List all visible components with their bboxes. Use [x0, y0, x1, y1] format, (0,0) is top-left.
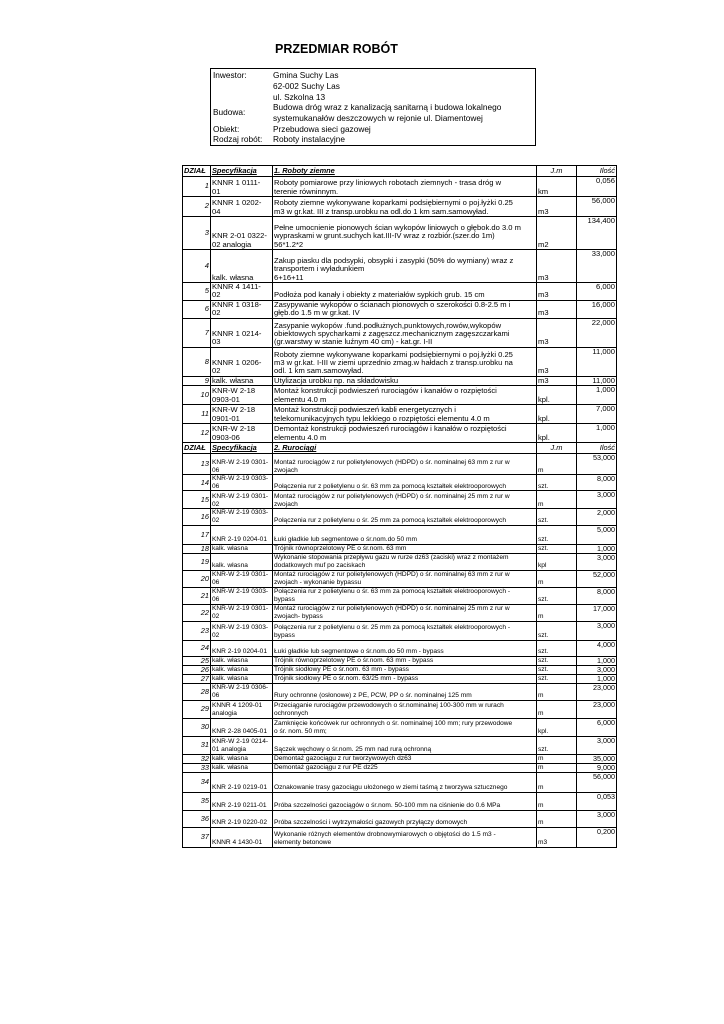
- unit-cell: m3: [537, 283, 577, 301]
- budowa-label: Budowa:: [213, 107, 246, 117]
- description-cell: Demontaż konstrukcji podwieszeń rurociągów i kanałów o rozpiętości elementu 4.0 m: [273, 424, 537, 443]
- qty-header: Ilość: [577, 166, 617, 177]
- spec-header: Specyfikacja: [211, 166, 273, 177]
- spec-header: Specyfikacja: [211, 443, 273, 454]
- table-row: [183, 640, 617, 656]
- unit-cell: m: [537, 772, 577, 792]
- quantity-cell: 1,000: [577, 656, 617, 665]
- quantity-cell: 3,000: [577, 736, 617, 754]
- unit-cell: m: [537, 763, 577, 772]
- spec-cell: KNR-W 2-19 0301- 02: [211, 491, 273, 509]
- quantity-cell: 53,000: [577, 454, 617, 475]
- description-cell: Wykonanie różnych elementów drobnowymiarowych o objętości do 1.5 m3 - elementy betonowe: [273, 827, 537, 847]
- unit-cell: szt.: [537, 674, 577, 683]
- spec-cell: kalk. własna: [211, 763, 273, 772]
- spec-cell: KNR-W 2-19 0303- 02: [211, 509, 273, 525]
- table-row: [183, 424, 617, 443]
- item-number: 23: [183, 621, 211, 640]
- spec-cell: kalk. własna: [211, 754, 273, 763]
- description-cell: Zakup piasku dla podsypki, obsypki i zasypki (50% do wymiany) wraz z transportem i wyładunkiem 6+16+11: [273, 250, 537, 283]
- unit-cell: szt.: [537, 665, 577, 674]
- table-row: [183, 683, 617, 700]
- unit-cell: szt.: [537, 509, 577, 525]
- spec-cell: KNR 2-19 0211-01: [211, 792, 273, 810]
- spec-cell: KNNR 1 0318- 02: [211, 300, 273, 318]
- item-number: 14: [183, 475, 211, 491]
- spec-cell: KNR-W 2-19 0303- 06: [211, 587, 273, 604]
- spec-cell: kalk. własna: [211, 656, 273, 665]
- item-number: 36: [183, 810, 211, 827]
- table-row: [183, 553, 617, 570]
- quantity-cell: 56,000: [577, 197, 617, 217]
- item-number: 19: [183, 553, 211, 570]
- spec-cell: KNR 2-01 0322- 02 analogia: [211, 217, 273, 250]
- item-number: 17: [183, 525, 211, 544]
- unit-cell: m: [537, 792, 577, 810]
- table-row: [183, 250, 617, 283]
- spec-cell: KNR-W 2-18 0903-06: [211, 424, 273, 443]
- table-row: [183, 736, 617, 754]
- unit-cell: m: [537, 491, 577, 509]
- description-cell: Demontaż gazociągu z rur tworzywowych dz63: [273, 754, 537, 763]
- table-row: [183, 718, 617, 736]
- item-number: 22: [183, 604, 211, 621]
- spec-cell: kalk. własna: [211, 376, 273, 385]
- quantity-cell: 23,000: [577, 700, 617, 718]
- unit-cell: szt.: [537, 475, 577, 491]
- spec-cell: KNNR 1 0214- 03: [211, 318, 273, 347]
- table-row: [183, 475, 617, 491]
- description-cell: Wykonanie stopowania przepływu gazu w rurze dz63 (zaciski) wraz z montażem dodatkowych muf po zaciskach: [273, 553, 537, 570]
- description-cell: Trójnik równoprzelotowy PE o śr.nom. 63 mm - bypass: [273, 656, 537, 665]
- inwestor-label: Inwestor:: [213, 70, 247, 80]
- unit-cell: kpl.: [537, 424, 577, 443]
- quantity-cell: 1,000: [577, 674, 617, 683]
- quantity-cell: 1,000: [577, 424, 617, 443]
- description-cell: Zasypywanie wykopów o ścianach pionowych o szerokości 0.8-2.5 m i głęb.do 1.5 m w gr.kat. IV: [273, 300, 537, 318]
- unit-cell: szt.: [537, 736, 577, 754]
- unit-cell: m: [537, 570, 577, 587]
- table-row: [183, 810, 617, 827]
- unit-cell: kpl.: [537, 386, 577, 405]
- description-cell: Połączenia rur z polietylenu o śr. 25 mm za pomocą kształtek elektrooporowych: [273, 509, 537, 525]
- quantity-cell: 52,000: [577, 570, 617, 587]
- description-cell: Montaż konstrukcji podwieszeń rurociągów i kanałów o rozpiętości elementu 4.0 m: [273, 386, 537, 405]
- obiekt-label: Obiekt:: [213, 124, 240, 134]
- description-cell: Roboty pomiarowe przy liniowych robotach ziemnych - trasa dróg w terenie równinnym.: [273, 177, 537, 197]
- item-number: 24: [183, 640, 211, 656]
- table-row: [183, 197, 617, 217]
- quantity-cell: 4,000: [577, 640, 617, 656]
- spec-cell: kalk. własna: [211, 674, 273, 683]
- item-number: 34: [183, 772, 211, 792]
- item-number: 31: [183, 736, 211, 754]
- table-row: [183, 283, 617, 301]
- inwestor-line-3: ul. Szkolna 13: [273, 92, 326, 102]
- table-row: [183, 754, 617, 763]
- item-number: 30: [183, 718, 211, 736]
- table-row: [183, 544, 617, 553]
- spec-cell: KNR-W 2-19 0303- 02: [211, 621, 273, 640]
- spec-cell: KNR-W 2-19 0301- 06: [211, 570, 273, 587]
- unit-cell: m3: [537, 376, 577, 385]
- spec-cell: KNNR 4 1430-01: [211, 827, 273, 847]
- table-row: [183, 621, 617, 640]
- unit-cell: m3: [537, 318, 577, 347]
- spec-cell: KNR 2-19 0204-01: [211, 640, 273, 656]
- unit-cell: m: [537, 604, 577, 621]
- item-number: 3: [183, 217, 211, 250]
- description-cell: Montaż rurociągów z rur polietylenowych (HDPD) o śr. nominalnej 63 mm z rur w zwojach: [273, 454, 537, 475]
- item-number: 4: [183, 250, 211, 283]
- item-number: 18: [183, 544, 211, 553]
- quantity-cell: 134,400: [577, 217, 617, 250]
- table-row: [183, 827, 617, 847]
- quantity-cell: 11,000: [577, 376, 617, 385]
- unit-cell: szt.: [537, 525, 577, 544]
- section-2-header: [183, 443, 617, 454]
- spec-cell: KNNR 1 0206- 02: [211, 347, 273, 376]
- table-row: [183, 656, 617, 665]
- unit-cell: m: [537, 754, 577, 763]
- unit-cell: szt.: [537, 621, 577, 640]
- table-row: [183, 763, 617, 772]
- table-row: [183, 217, 617, 250]
- spec-cell: KNNR 1 0111- 01: [211, 177, 273, 197]
- section-2-title: 2. Rurociągi: [273, 443, 537, 454]
- table-row: [183, 454, 617, 475]
- spec-cell: KNR-W 2-18 0901-01: [211, 405, 273, 424]
- spec-cell: KNR-W 2-19 0303- 06: [211, 475, 273, 491]
- item-number: 6: [183, 300, 211, 318]
- unit-cell: m3: [537, 347, 577, 376]
- table-row: [183, 772, 617, 792]
- spec-cell: KNR-W 2-19 0301- 02: [211, 604, 273, 621]
- quantity-cell: 23,000: [577, 683, 617, 700]
- spec-cell: kalk. własna: [211, 665, 273, 674]
- project-info-box: [210, 68, 536, 146]
- table-row: [183, 792, 617, 810]
- unit-cell: m3: [537, 827, 577, 847]
- item-number: 1: [183, 177, 211, 197]
- table-row: [183, 177, 617, 197]
- spec-cell: KNNR 4 1209-01 analogia: [211, 700, 273, 718]
- quantity-cell: 3,000: [577, 491, 617, 509]
- spec-cell: KNR-W 2-18 0903-01: [211, 386, 273, 405]
- quantity-cell: 3,000: [577, 553, 617, 570]
- quantity-cell: 8,000: [577, 587, 617, 604]
- description-cell: Połączenia rur z polietylenu o śr. 25 mm za pomocą kształtek elektrooporowych - bypass: [273, 621, 537, 640]
- quantity-cell: 3,000: [577, 665, 617, 674]
- item-number: 5: [183, 283, 211, 301]
- dzial-header: DZIAŁ: [183, 443, 211, 454]
- item-number: 2: [183, 197, 211, 217]
- quantity-cell: 16,000: [577, 300, 617, 318]
- item-number: 25: [183, 656, 211, 665]
- item-number: 16: [183, 509, 211, 525]
- spec-cell: KNR 2-19 0219-01: [211, 772, 273, 792]
- quantity-cell: 0,053: [577, 792, 617, 810]
- description-cell: Podłoża pod kanały i obiekty z materiałów sypkich grub. 15 cm: [273, 283, 537, 301]
- quantity-cell: 3,000: [577, 621, 617, 640]
- table-row: [183, 300, 617, 318]
- unit-cell: m3: [537, 250, 577, 283]
- dzial-header: DZIAŁ: [183, 166, 211, 177]
- quantity-cell: 0,200: [577, 827, 617, 847]
- description-cell: Zasypanie wykopów .fund.podłużnych,punktowych,rowów,wykopów obiektowych spycharkami z zagęszcz.mechanicznym zagęszczarkami (gr.warstwy w stanie luźnym 40 cm) - kat.gr. I-II: [273, 318, 537, 347]
- quantity-cell: 33,000: [577, 250, 617, 283]
- description-cell: Przeciąganie rurociągów przewodowych o śr.nominalnej 100-300 mm w rurach ochronnych: [273, 700, 537, 718]
- obiekt-value: Przebudowa sieci gazowej: [273, 124, 371, 134]
- quantity-cell: 35,000: [577, 754, 617, 763]
- item-number: 20: [183, 570, 211, 587]
- unit-cell: m: [537, 454, 577, 475]
- quantity-cell: 0,056: [577, 177, 617, 197]
- spec-cell: KNR 2-28 0405-01: [211, 718, 273, 736]
- qty-header: Ilość: [577, 443, 617, 454]
- item-number: 21: [183, 587, 211, 604]
- quantity-cell: 1,000: [577, 544, 617, 553]
- spec-cell: KNNR 4 1411- 02: [211, 283, 273, 301]
- table-row: [183, 386, 617, 405]
- description-cell: Połączenia rur z polietylenu o śr. 63 mm za pomocą kształtek elektrooporowych: [273, 475, 537, 491]
- unit-cell: kpl: [537, 553, 577, 570]
- unit-cell: m3: [537, 197, 577, 217]
- description-cell: Sączek węchowy o śr.nom. 25 mm nad rurą ochronną: [273, 736, 537, 754]
- item-number: 9: [183, 376, 211, 385]
- unit-cell: kpl.: [537, 718, 577, 736]
- item-number: 33: [183, 763, 211, 772]
- quantity-cell: 11,000: [577, 347, 617, 376]
- unit-cell: szt.: [537, 640, 577, 656]
- description-cell: Trójnik równoprzelotowy PE o śr.nom. 63 mm: [273, 544, 537, 553]
- item-number: 37: [183, 827, 211, 847]
- spec-cell: KNR 2-19 0204-01: [211, 525, 273, 544]
- item-number: 13: [183, 454, 211, 475]
- spec-cell: KNR 2-19 0220-02: [211, 810, 273, 827]
- description-cell: Pełne umocnienie pionowych ścian wykopów liniowych o głębok.do 3.0 m wypraskami w grunt.suchych kat.III-IV wraz z rozbiór.(szer.do 1m) 56*1.2*2: [273, 217, 537, 250]
- table-row: [183, 674, 617, 683]
- description-cell: Łuki gładkie lub segmentowe o śr.nom.do 50 mm - bypass: [273, 640, 537, 656]
- description-cell: Oznakowanie trasy gazociągu ułożonego w ziemi taśmą z tworzywa sztucznego: [273, 772, 537, 792]
- item-number: 32: [183, 754, 211, 763]
- quantity-cell: 17,000: [577, 604, 617, 621]
- description-cell: Utylizacja urobku np. na składowisku: [273, 376, 537, 385]
- description-cell: Połączenia rur z polietylenu o śr. 63 mm za pomocą kształtek elektrooporowych - bypass: [273, 587, 537, 604]
- description-cell: Montaż rurociągów z rur polietylenowych (HDPD) o śr. nominalnej 63 mm z rur w zwojach - wykonanie bypassu: [273, 570, 537, 587]
- bill-of-quantities: [182, 165, 616, 848]
- quantities-table: [182, 165, 617, 848]
- table-row: [183, 587, 617, 604]
- rodzaj-value: Roboty instalacyjne: [273, 134, 345, 144]
- spec-cell: kalk. własna: [211, 553, 273, 570]
- description-cell: Zamknięcie końcówek rur ochronnych o śr. nominalnej 100 mm; rury przewodowe o śr. nom. 50 mm;: [273, 718, 537, 736]
- item-number: 29: [183, 700, 211, 718]
- table-row: [183, 491, 617, 509]
- section-1-title: 1. Roboty ziemne: [273, 166, 537, 177]
- table-row: [183, 318, 617, 347]
- table-row: [183, 405, 617, 424]
- section-1-header: [183, 166, 617, 177]
- item-number: 11: [183, 405, 211, 424]
- unit-cell: m: [537, 683, 577, 700]
- unit-header: J.m: [537, 166, 577, 177]
- spec-cell: kalk. własna: [211, 544, 273, 553]
- unit-cell: m: [537, 700, 577, 718]
- item-number: 10: [183, 386, 211, 405]
- quantity-cell: 56,000: [577, 772, 617, 792]
- table-row: [183, 570, 617, 587]
- page-title: PRZEDMIAR ROBÓT: [275, 42, 398, 56]
- inwestor-line-1: Gmina Suchy Las: [273, 70, 339, 80]
- description-cell: Rury ochronne (osłonowe) z PE, PCW, PP o śr. nominalnej 125 mm: [273, 683, 537, 700]
- table-row: [183, 509, 617, 525]
- unit-cell: m2: [537, 217, 577, 250]
- description-cell: Próba szczelności gazociągów o śr.nom. 50-100 mm na ciśnienie do 0.6 MPa: [273, 792, 537, 810]
- quantity-cell: 9,000: [577, 763, 617, 772]
- item-number: 15: [183, 491, 211, 509]
- unit-cell: kpl.: [537, 405, 577, 424]
- spec-cell: KNR-W 2-19 0301- 06: [211, 454, 273, 475]
- quantity-cell: 3,000: [577, 810, 617, 827]
- unit-cell: szt.: [537, 544, 577, 553]
- table-row: [183, 347, 617, 376]
- description-cell: Łuki gładkie lub segmentowe o śr.nom.do 50 mm: [273, 525, 537, 544]
- description-cell: Trójnik siodłowy PE o śr.nom. 63 mm - bypass: [273, 665, 537, 674]
- spec-cell: KNR-W 2-19 0306- 06: [211, 683, 273, 700]
- quantity-cell: 6,000: [577, 718, 617, 736]
- description-cell: Montaż rurociągów z rur polietylenowych (HDPD) o śr. nominalnej 25 mm z rur w zwojach- bypass: [273, 604, 537, 621]
- description-cell: Roboty ziemne wykonywane koparkami podsiębiernymi o poj.łyżki 0.25 m3 w gr.kat. I-III w ziemi uprzednio zmag.w hałdach z transp.urobku na odl. 1 km sam.samowyład.: [273, 347, 537, 376]
- item-number: 8: [183, 347, 211, 376]
- description-cell: Montaż konstrukcji podwieszeń kabli energetycznych i telekomunikacyjnych typu lekkiego o rozpiętości elementu 4.0 m: [273, 405, 537, 424]
- inwestor-line-2: 62-002 Suchy Las: [273, 81, 340, 91]
- description-cell: Roboty ziemne wykonywane koparkami podsiębiernymi o poj.łyżki 0.25 m3 w gr.kat. III z transp.urobku na odl.do 1 km sam.samowyład.: [273, 197, 537, 217]
- description-cell: Trójnik siodłowy PE o śr.nom. 63/25 mm - bypass: [273, 674, 537, 683]
- quantity-cell: 2,000: [577, 509, 617, 525]
- table-row: [183, 665, 617, 674]
- unit-cell: szt.: [537, 587, 577, 604]
- quantity-cell: 6,000: [577, 283, 617, 301]
- unit-cell: m3: [537, 300, 577, 318]
- spec-cell: KNR-W 2-19 0214- 01 analogia: [211, 736, 273, 754]
- table-row: [183, 376, 617, 385]
- item-number: 12: [183, 424, 211, 443]
- budowa-line-1: Budowa dróg wraz z kanalizacją sanitarną i budowa lokalnego: [273, 102, 502, 112]
- description-cell: Próba szczelności i wytrzymałości gazowych przyłączy domowych: [273, 810, 537, 827]
- spec-cell: KNNR 1 0202- 04: [211, 197, 273, 217]
- item-number: 26: [183, 665, 211, 674]
- description-cell: Demontaż gazociągu z rur PE dz25: [273, 763, 537, 772]
- item-number: 7: [183, 318, 211, 347]
- item-number: 35: [183, 792, 211, 810]
- quantity-cell: 7,000: [577, 405, 617, 424]
- table-row: [183, 525, 617, 544]
- unit-cell: km: [537, 177, 577, 197]
- quantity-cell: 5,000: [577, 525, 617, 544]
- quantity-cell: 1,000: [577, 386, 617, 405]
- spec-cell: kalk. własna: [211, 250, 273, 283]
- quantity-cell: 22,000: [577, 318, 617, 347]
- quantity-cell: 8,000: [577, 475, 617, 491]
- item-number: 27: [183, 674, 211, 683]
- item-number: 28: [183, 683, 211, 700]
- unit-cell: szt.: [537, 656, 577, 665]
- table-row: [183, 604, 617, 621]
- rodzaj-label: Rodzaj robót:: [213, 134, 263, 144]
- table-row: [183, 700, 617, 718]
- unit-header: J.m: [537, 443, 577, 454]
- budowa-line-2: systemukanałów deszczowych w rejonie ul. Diamentowej: [273, 113, 483, 123]
- description-cell: Montaż rurociągów z rur polietylenowych (HDPD) o śr. nominalnej 25 mm z rur w zwojach: [273, 491, 537, 509]
- unit-cell: m: [537, 810, 577, 827]
